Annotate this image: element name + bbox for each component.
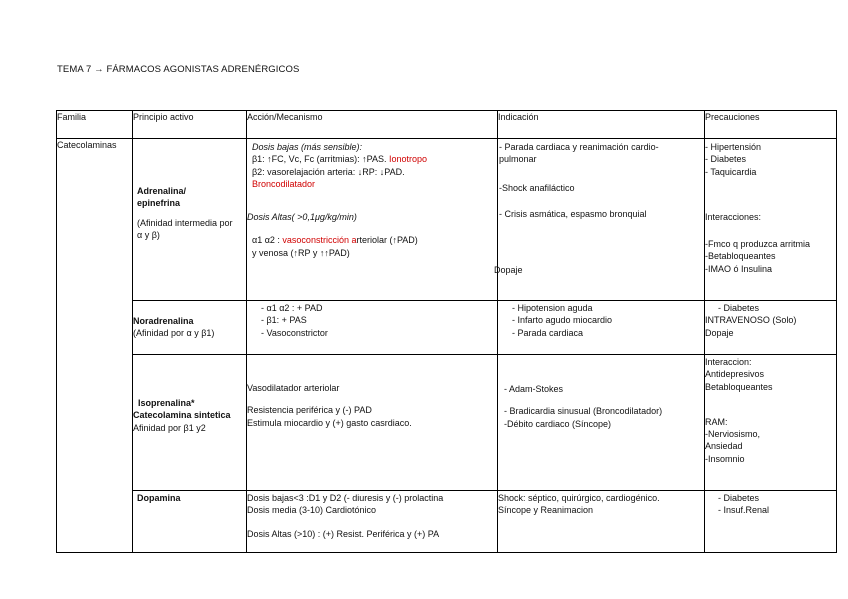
table-row-noradrenalina [57,301,837,355]
precauciones-dopamina: - Diabetes - Insuf.Renal [705,491,837,553]
principio-dopamina: Dopamina [133,491,247,553]
principio-noradrenalina: Noradrenalina (Afinidad por α y β1) [133,301,247,355]
drugs-table [56,110,837,553]
table-row-adrenalina [57,139,837,301]
accion-noradrenalina: - α1 α2 : + PAD - β1: + PAS - Vasoconstrictor [247,301,498,355]
header-precauciones: Precauciones [705,111,837,139]
table-header-row [57,111,837,139]
indicacion-isoprenalina: - Adam-Stokes - Bradicardia sinusual (Broncodilatador) -Débito cardiaco (Síncope) [498,355,705,491]
principio-adrenalina: Adrenalina/ epinefrina (Afinidad intermedia por α y β) [133,139,247,301]
precauciones-adrenalina: - Hipertensión - Diabetes - Taquicardia Interacciones: -Fmco q produzca arritmia -Betabloqueantes -IMAO ó Insulina [705,139,837,301]
precauciones-noradrenalina: - Diabetes INTRAVENOSO (Solo) Dopaje [705,301,837,355]
precauciones-isoprenalina: Interaccion: Antidepresivos Betabloqueantes RAM: -Nerviosismo, Ansiedad -Insomnio [705,355,837,491]
indicacion-adrenalina: - Parada cardiaca y reanimación cardio- pulmonar -Shock anafiláctico - Crisis asmática, espasmo bronquial Dopaje [498,139,705,301]
table-row-isoprenalina [57,355,837,491]
header-indicacion: Indicación [498,111,705,139]
header-principio-activo: Principio activo [133,111,247,139]
accion-isoprenalina: Vasodilatador arteriolar Resistencia periférica y (-) PAD Estimula miocardio y (+) gasto casrdiaco. [247,355,498,491]
accion-dopamina: Dosis bajas<3 :D1 y D2 (- diuresis y (-) prolactina Dosis media (3-10) Cardiotónico Dosis Altas (>10) : (+) Resist. Periférica y (+) PA [247,491,498,553]
indicacion-dopamina: Shock: séptico, quirúrgico, cardiogénico. Síncope y Reanimacion [498,491,705,553]
accion-adrenalina: Dosis bajas (más sensible): β1: ↑FC, Vc, Fc (arritmias): ↑PAS. Ionotropo β2: vasorelajación arteria: ↓RP: ↓PAD. Broncodilatador Dosis Altas( >0,1μg/kg/min) α1 α2 : vasoconstricción arteriolar (↑PAD) y venosa (↑RP y ↑↑PAD) [247,139,498,301]
principio-isoprenalina: Isoprenalina* Catecolamina sintetica Afinidad por β1 y2 [133,355,247,491]
familia-catecolaminas: Catecolaminas [57,139,133,553]
document-title: TEMA 7 → FÁRMACOS AGONISTAS ADRENÉRGICOS [57,64,300,75]
indicacion-noradrenalina: - Hipotension aguda - Infarto agudo miocardio - Parada cardiaca [498,301,705,355]
header-accion-mecanismo: Acción/Mecanismo [247,111,498,139]
header-familia: Familia [57,111,133,139]
table-row-dopamina [57,491,837,553]
